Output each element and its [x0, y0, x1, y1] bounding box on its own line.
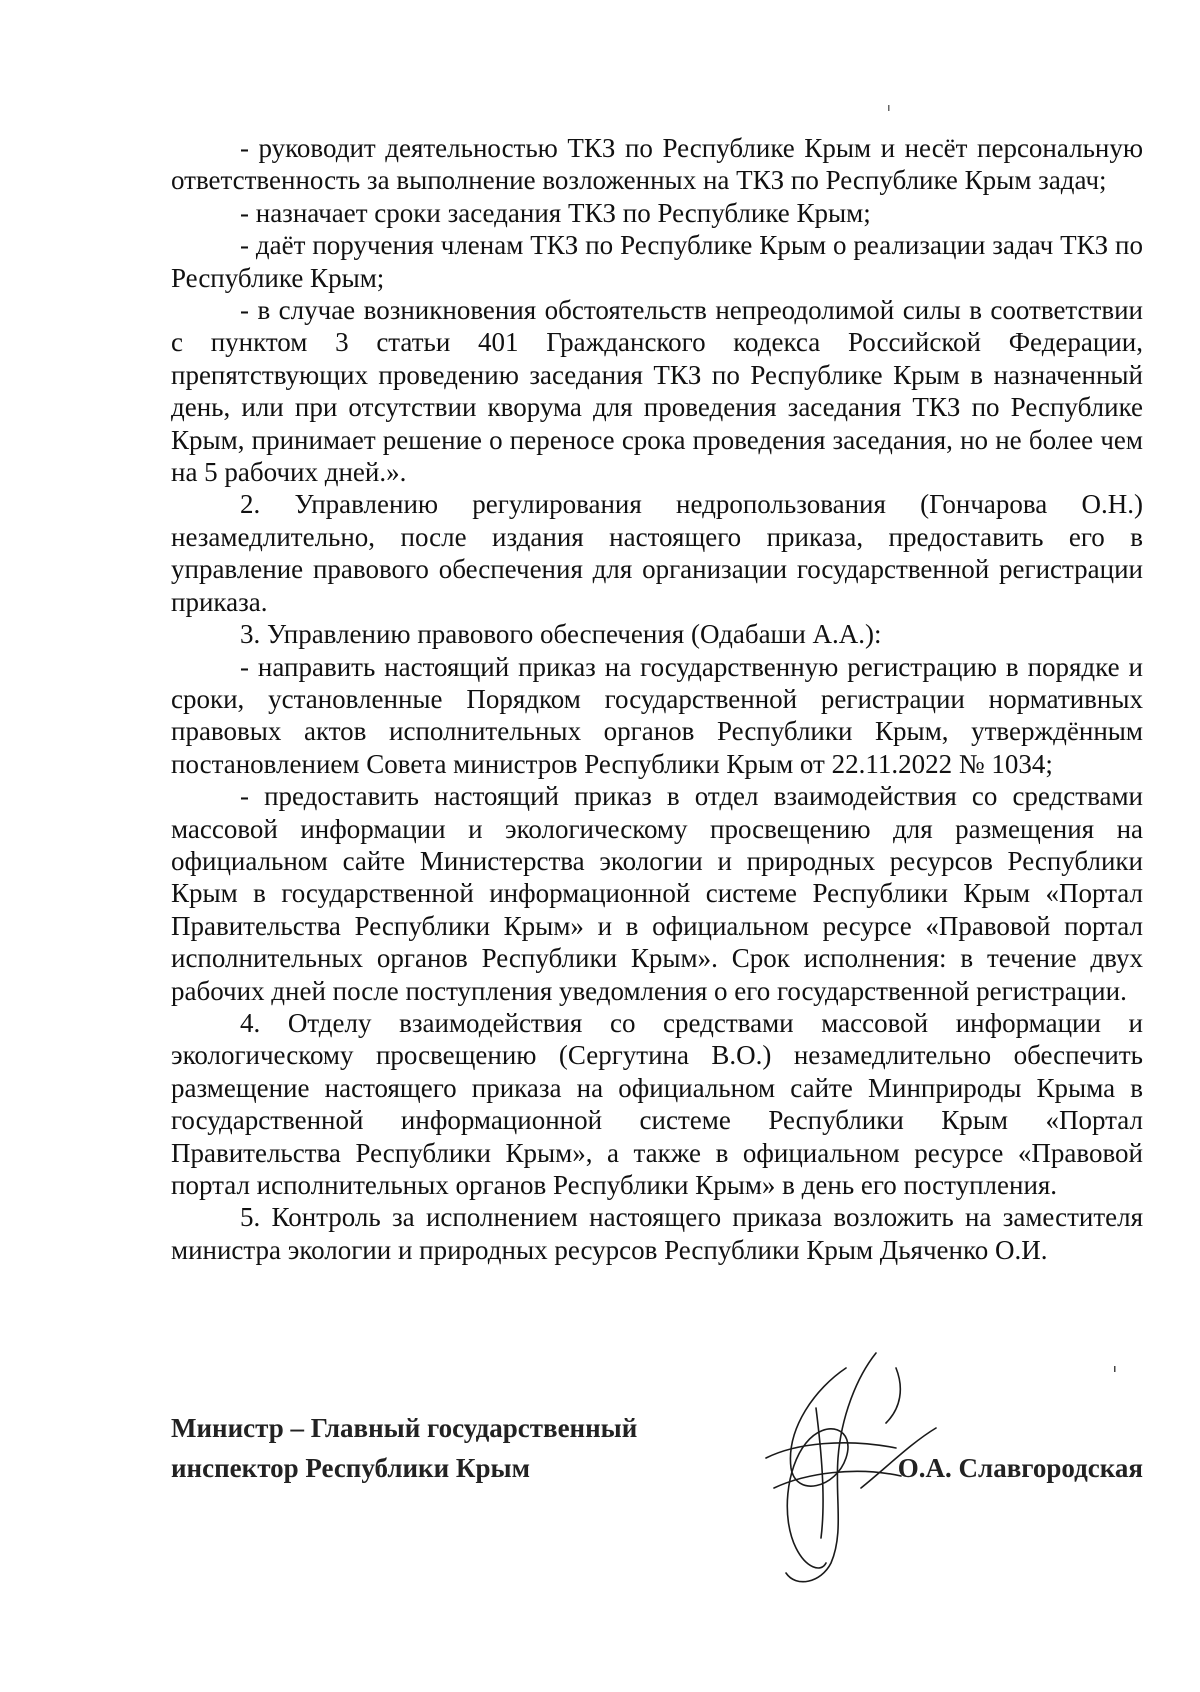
signer-title-line-1: Министр – Главный государственный [171, 1413, 638, 1443]
paragraph-duty-3: - даёт поручения членам ТКЗ по Республике Крым о реализации задач ТКЗ по Республике Крым; [171, 230, 1143, 293]
paragraph-item-3-b: - предоставить настоящий приказ в отдел взаимодействия со средствами массовой информации и экологическому просвещению для размещения на официальном сайте Министерства экологии и природных ресурсов Республики Крым в государственной информационной системе Республики Крым «Портал Правительства Республики Крым» и в официальном ресурсе «Правовой портал исполнительных органов Республики Крым». Срок исполнения: в течение двух рабочих дней после поступления уведомления о его государственной регистрации. [171, 781, 1143, 1006]
paragraph-item-5: 5. Контроль за исполнением настоящего приказа возложить на заместителя министра экологии и природных ресурсов Республики Крым Дьяченко О.И. [171, 1202, 1143, 1265]
paragraph-item-2: 2. Управлению регулирования недропользования (Гончарова О.Н.) незамедлительно, после издания настоящего приказа, предоставить его в управление правового обеспечения для организации государственной регистрации приказа. [171, 489, 1143, 617]
document-body [171, 132, 1143, 1266]
paragraph-item-4: 4. Отделу взаимодействия со средствами массовой информации и экологическому просвещению (Сергутина В.О.) незамедлительно обеспечить размещение настоящего приказа на официальном сайте Минприроды Крыма в государственной информационной системе Республики Крым «Портал Правительства Республики Крым», а также в официальном ресурсе «Правовой портал исполнительных органов Республики Крым» в день его поступления. [171, 1007, 1143, 1200]
signer-title [171, 1408, 637, 1488]
scan-speck [888, 105, 892, 113]
signer-name: О.А. Славгородская [897, 1453, 1143, 1483]
paragraph-item-3-a: - направить настоящий приказ на государственную регистрацию в порядке и сроки, установленные Порядком государственной регистрации нормативных правовых актов исполнительных органов Республики Крым, утверждённым постановлением Совета министров Республики Крым от 22.11.2022 № 1034; [171, 651, 1143, 779]
signer-title-line-2: инспектор Республики Крым [171, 1453, 530, 1483]
paragraph-duty-4: - в случае возникновения обстоятельств непреодолимой силы в соответствии с пунктом 3 статьи 401 Гражданского кодекса Российской Федерации, препятствующих проведению заседания ТКЗ по Республике Крым в назначенный день, или при отсутствии кворума для проведения заседания ТКЗ по Республике Крым, принимает решение о переносе срока проведения заседания, но не более чем на 5 рабочих дней.». [171, 295, 1143, 488]
paragraph-duty-2: - назначает сроки заседания ТКЗ по Республике Крым; [240, 197, 871, 228]
scan-speck [1114, 1366, 1118, 1374]
signature-block [171, 1408, 1143, 1568]
paragraph-duty-1: - руководит деятельностью ТКЗ по Республике Крым и несёт персональную ответственность за выполнение возложенных на ТКЗ по Республике Крым задач; [171, 133, 1143, 196]
paragraph-item-3: 3. Управлению правового обеспечения (Одабаши А.А.): [240, 619, 882, 650]
